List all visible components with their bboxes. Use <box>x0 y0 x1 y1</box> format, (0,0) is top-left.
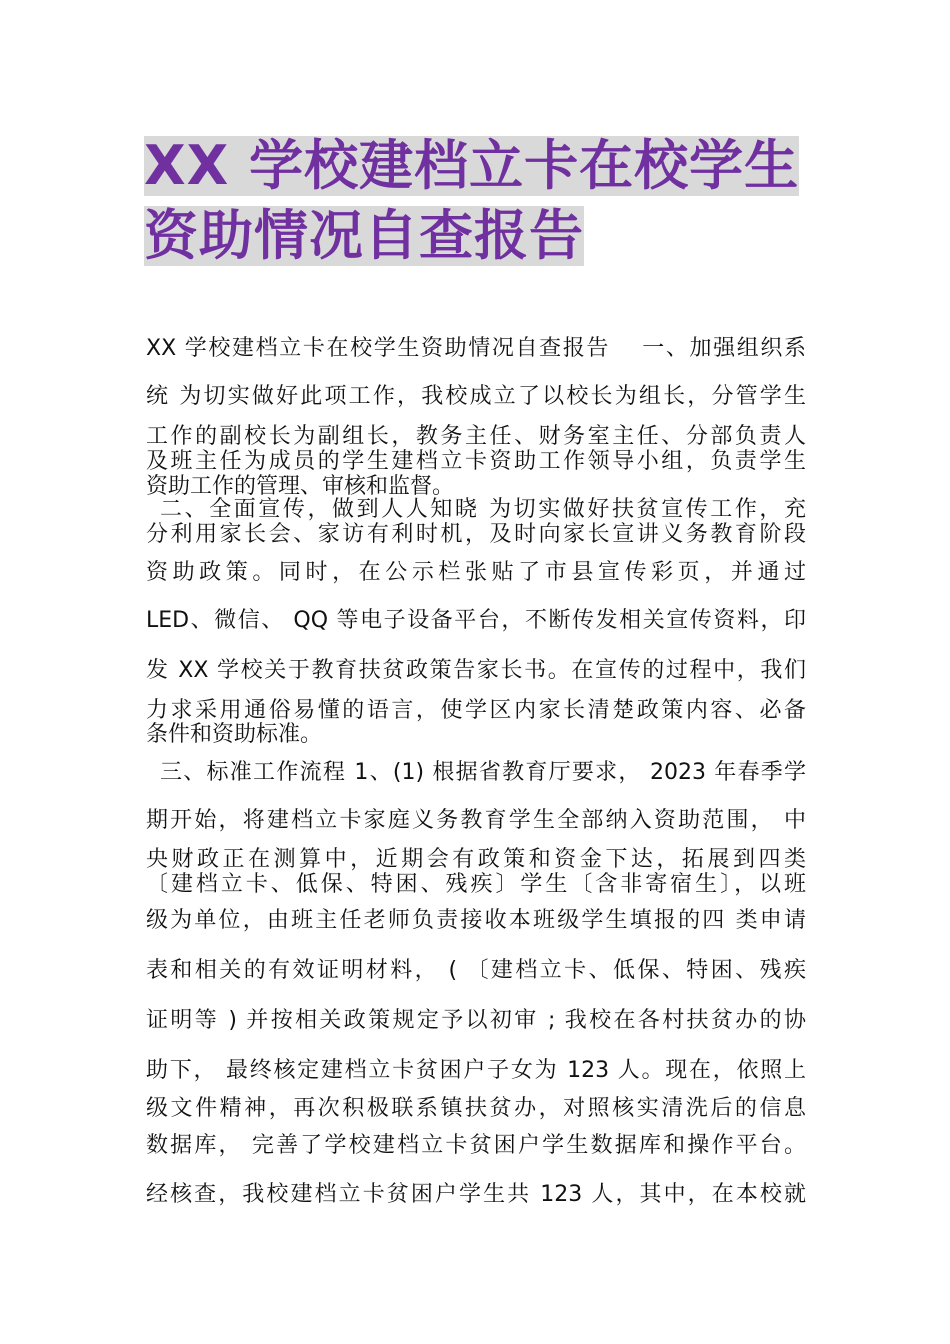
body-line: 助下， 最终核定建档立卡贫困户子女为 123 人。现在，依照上 <box>146 1058 806 1083</box>
body-line: 资助政策。同时，在公示栏张贴了市县宣传彩页，并通过 <box>146 560 806 585</box>
body-line: 发 XX 学校关于教育扶贫政策告家长书。在宣传的过程中，我们 <box>146 658 806 683</box>
body-line: 期开始，将建档立卡家庭义务教育学生全部纳入资助范围， 中 <box>146 808 806 833</box>
body-line: 三、标准工作流程 1、(1) 根据省教育厅要求， 2023 年春季学 <box>160 760 806 785</box>
body-line: LED、微信、 QQ 等电子设备平台，不断传发相关宣传资料，印 <box>146 608 806 633</box>
body-line: 级为单位，由班主任老师负责接收本班级学生填报的四 类申请 <box>146 908 806 933</box>
body-line: 央财政正在测算中，近期会有政策和资金下达，拓展到四类 <box>146 847 806 872</box>
body-line: 级文件精神，再次积极联系镇扶贫办，对照核实清洗后的信息 <box>146 1096 806 1121</box>
body-line: 〔建档立卡、低保、特困、残疾〕学生〔含非寄宿生〕，以班 <box>146 872 806 897</box>
body-line: 统 为切实做好此项工作，我校成立了以校长为组长，分管学生 <box>146 384 806 409</box>
body-line: 工作的副校长为副组长，教务主任、财务室主任、分部负责人 <box>146 424 806 449</box>
body-line: 数据库， 完善了学校建档立卡贫困户学生数据库和操作平台。 <box>146 1133 806 1158</box>
body-line: 二、全面宣传，做到人人知晓 为切实做好扶贫宣传工作，充 <box>160 497 806 522</box>
body-line: 及班主任为成员的学生建档立卡资助工作领导小组，负责学生 <box>146 449 806 474</box>
body-line: 力求采用通俗易懂的语言，使学区内家长清楚政策内容、必备 <box>146 698 806 723</box>
body-line: 资助工作的管理、审核和监督。 <box>146 474 455 499</box>
body-line: 证明等 ) 并按相关政策规定予以初审 ; 我校在各村扶贫办的协 <box>146 1008 806 1033</box>
body-line: 表和相关的有效证明材料， ( 〔建档立卡、低保、特困、残疾 <box>146 958 806 983</box>
body-line: 分利用家长会、家访有利时机，及时向家长宣讲义务教育阶段 <box>146 522 806 547</box>
document-title-line-1: XX 学校建档立卡在校学生 <box>144 134 800 197</box>
document-title-line-2: 资助情况自查报告 <box>144 204 584 267</box>
body-line: 经核查，我校建档立卡贫困户学生共 123 人，其中，在本校就 <box>146 1182 806 1207</box>
body-line: XX 学校建档立卡在校学生资助情况自查报告 一、加强组织系 <box>146 336 806 361</box>
body-line: 条件和资助标准。 <box>146 722 323 747</box>
